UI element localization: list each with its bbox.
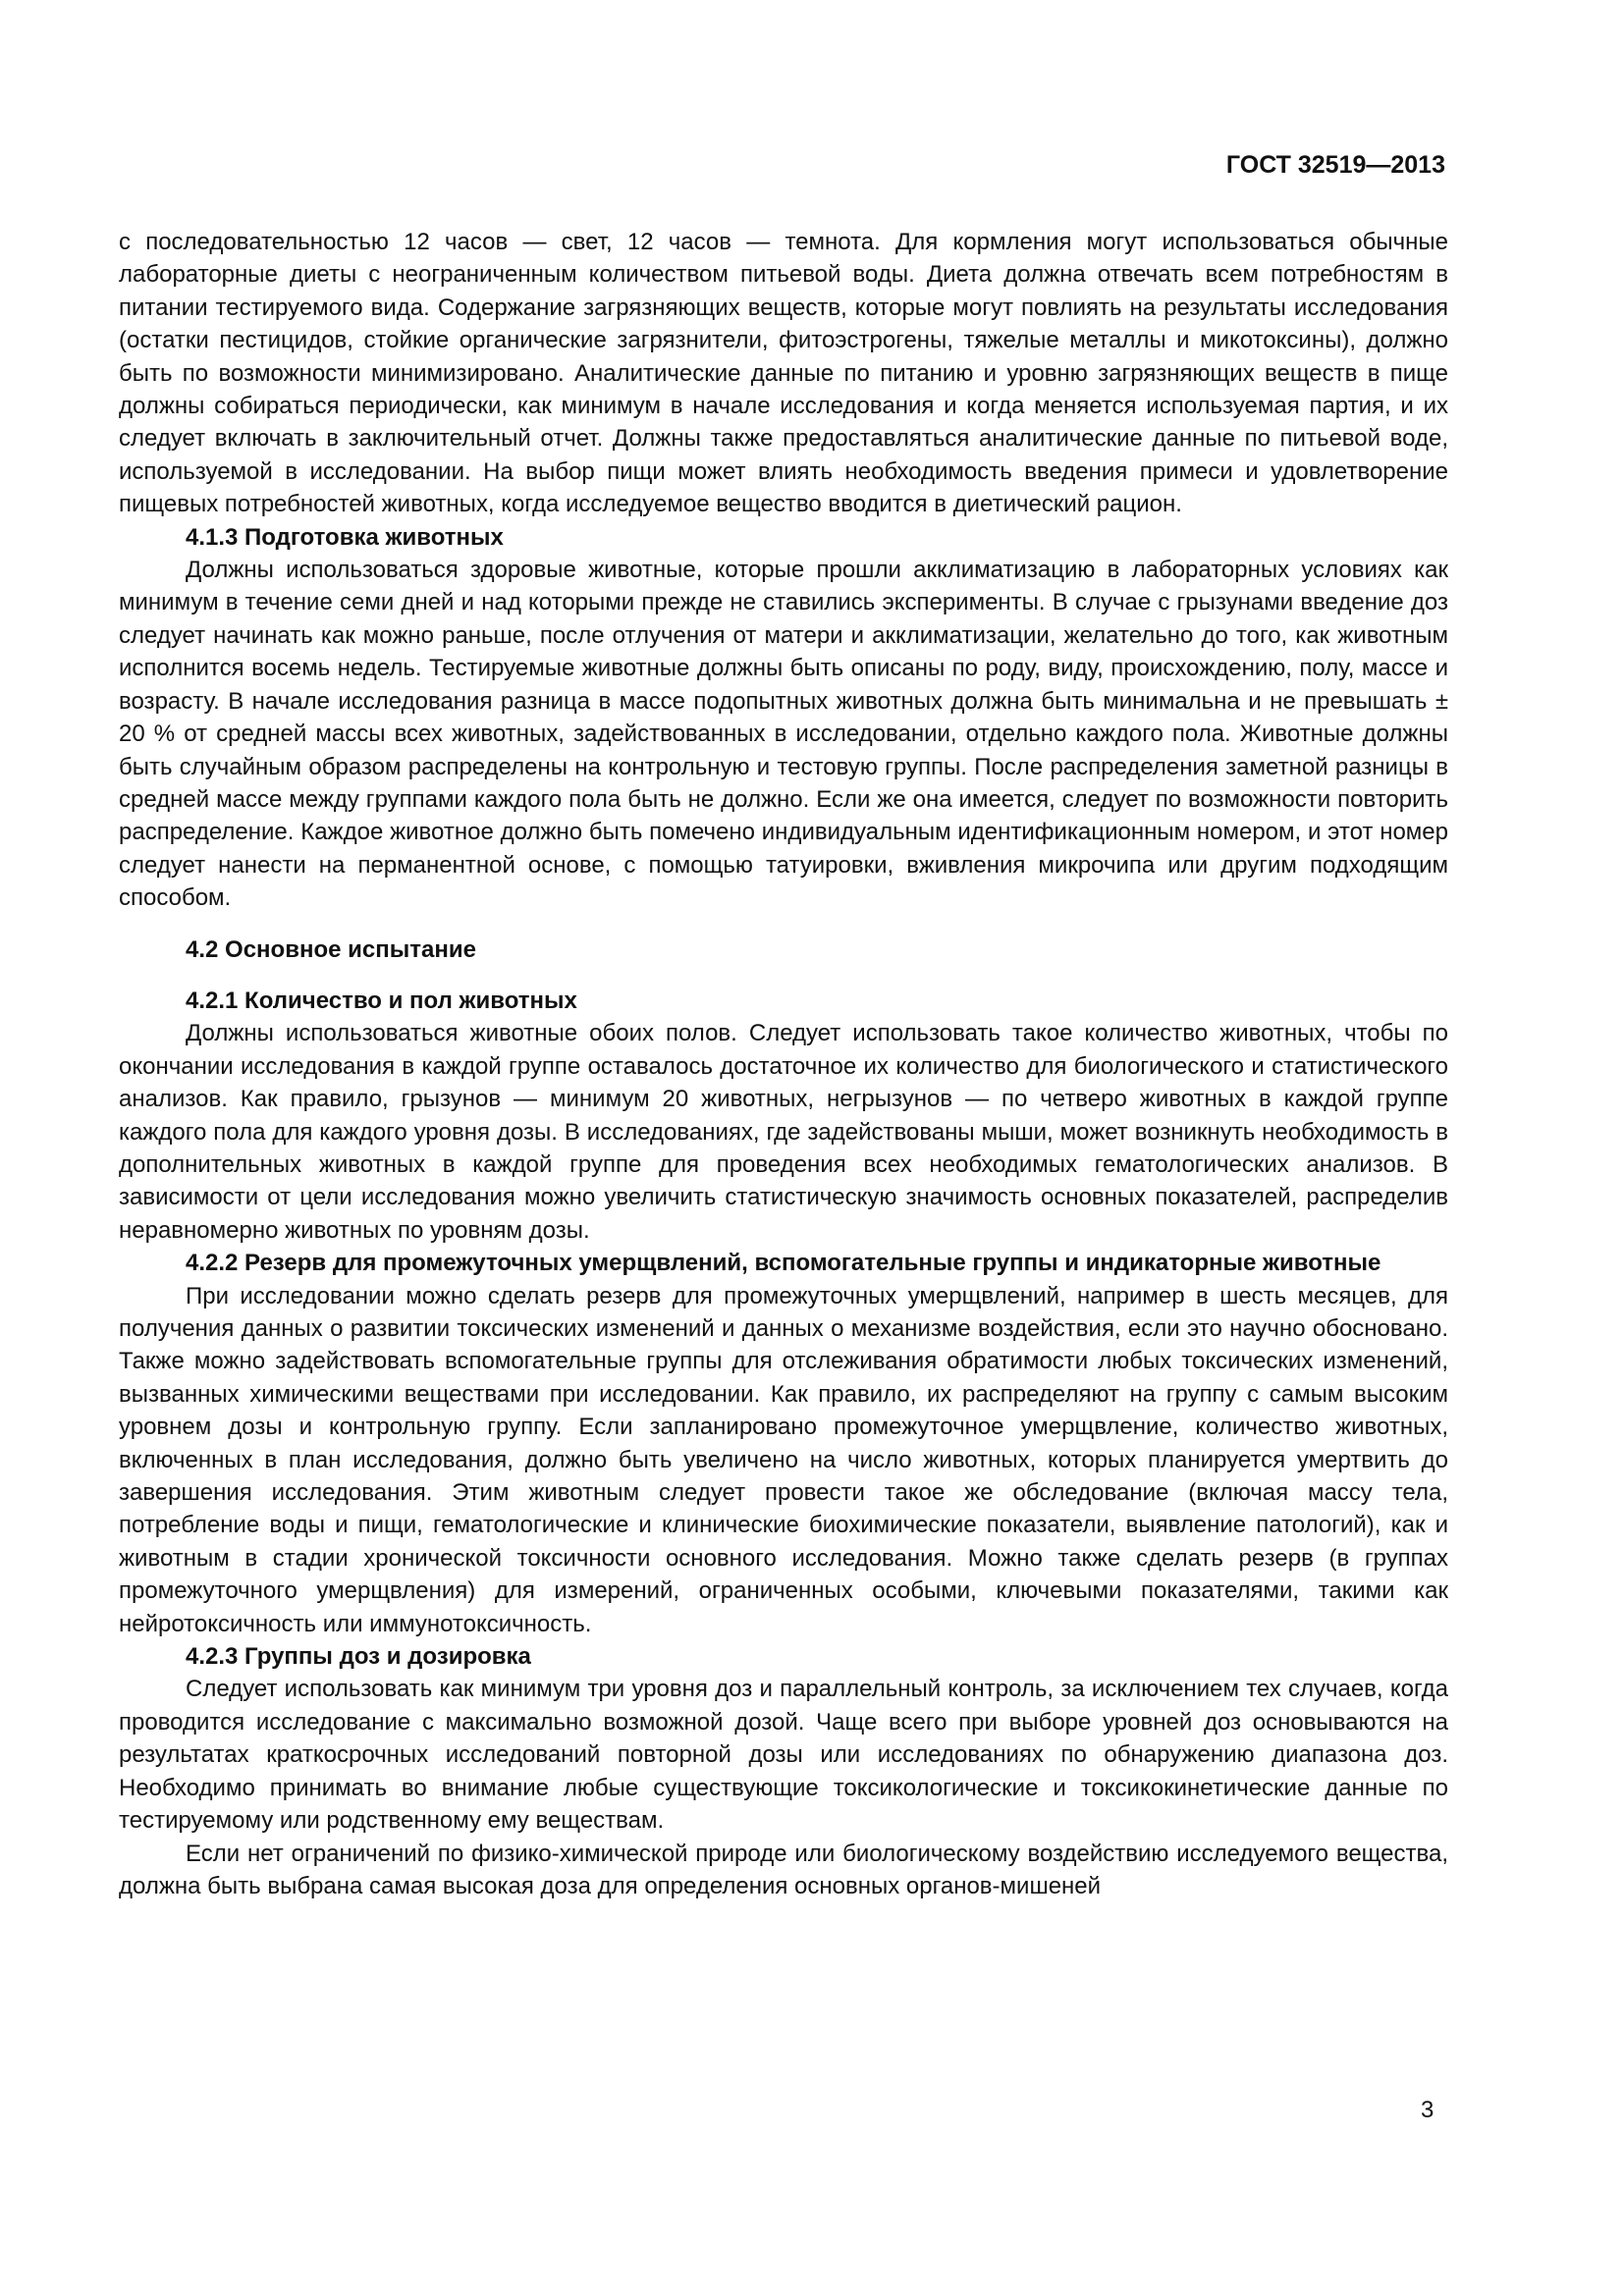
document-code-header: ГОСТ 32519—2013 <box>1225 151 1445 179</box>
paragraph-intro: с последовательностью 12 часов — свет, 12 часов — темнота. Для кормления могут использоваться обычные лабораторные диеты с неограниченным количеством питьевой воды. Диета должна отвечать всем потребностям в питании тестируемого вида. Содержание загрязняющих веществ, которые могут повлиять на результаты исследования (остатки пестицидов, стойкие органические загрязнители, фитоэстрогены, тяжелые металлы и микотоксины), должно быть по возможности минимизировано. Аналитические данные по питанию и уровню загрязняющих веществ в пище должны собираться периодически, как минимум в начале исследования и когда меняется используемая партия, и их следует включать в заключительный отчет. Должны также предоставляться аналитические данные по питьевой воде, используемой в исследовании. На выбор пищи может влиять необходимость введения примеси и удовлетворение пищевых потребностей животных, когда исследуемое вещество вводится в диетический рацион. <box>119 229 1448 518</box>
heading-4-2-2: 4.2.2 Резерв для промежуточных умерщвлений, вспомогательные группы и индикаторные животные <box>186 1250 1381 1277</box>
paragraph-4-1-3: Должны использоваться здоровые животные, которые прошли акклиматизацию в лабораторных условиях как минимум в течение семи дней и над которыми прежде не ставились эксперименты. В случае с грызунами введение доз следует начинать как можно раньше, после отлучения от матери и акклиматизации, желательно до того, как животным исполнится восемь недель. Тестируемые животные должны быть описаны по роду, виду, происхождению, полу, массе и возрасту. В начале исследования разница в массе подопытных животных должна быть минимальна и не превышать ± 20 % от средней массы всех животных, задействованных в исследовании, отдельно каждого пола. Животные должны быть случайным образом распределены на контрольную и тестовую группы. После распределения заметной разницы в средней массе между группами каждого пола быть не должно. Если же она имеется, следует по возможности повторить распределение. Каждое животное должно быть помечено индивидуальным идентификационным номером, и этот номер следует нанести на перманентной основе, с помощью татуировки, вживления микрочипа или другим подходящим способом. <box>119 557 1448 912</box>
heading-4-2-3: 4.2.3 Группы доз и дозировка <box>186 1643 531 1671</box>
paragraph-4-2-2: При исследовании можно сделать резерв для промежуточных умерщвлений, например в шесть месяцев, для получения данных о развитии токсических изменений и данных о механизме воздействия, если это научно обосновано. Также можно задействовать вспомогательные группы для отслеживания обратимости любых токсических изменений, вызванных химическими веществами при исследовании. Как правило, их распределяют на группу с самым высоким уровнем дозы и контрольную группу. Если запланировано промежуточное умерщвление, количество животных, включенных в план исследования, должно быть увеличено на число животных, которых планируется умертвить до завершения исследования. Этим животным следует провести такое же обследование (включая массу тела, потребление воды и пищи, гематологические и клинические биохимические показатели, выявление патологий), как и животным в стадии хронической токсичности основного исследования. Можно также сделать резерв (в группах промежуточного умерщвления) для измерений, ограниченных особыми, ключевыми показателями, такими как нейротоксичность или иммунотоксичность. <box>119 1282 1448 1637</box>
heading-4-2: 4.2 Основное испытание <box>186 935 476 963</box>
heading-4-1-3: 4.1.3 Подготовка животных <box>186 523 504 551</box>
document-body <box>119 226 1448 1902</box>
paragraph-4-2-3-b: Если нет ограничений по физико-химической природе или биологическому воздействию исследуемого вещества, должна быть выбрана самая высокая доза для определения основных органов-мишеней <box>119 1840 1448 1899</box>
page-number: 3 <box>1421 2097 1435 2123</box>
heading-4-2-1: 4.2.1 Количество и пол животных <box>186 987 577 1014</box>
paragraph-4-2-1: Должны использоваться животные обоих полов. Следует использовать такое количество животных, чтобы по окончании исследования в каждой группе оставалось достаточное их количество для биологического и статистического анализов. Как правило, грызунов — минимум 20 животных, негрызунов — по четверо животных в каждой группе каждого пола для каждого уровня дозы. В исследованиях, где задействованы мыши, может возникнуть необходимость в дополнительных животных в каждой группе для проведения всех необходимых гематологических анализов. В зависимости от цели исследования можно увеличить статистическую значимость основных показателей, распределив неравномерно животных по уровням дозы. <box>119 1020 1448 1244</box>
paragraph-4-2-3-a: Следует использовать как минимум три уровня доз и параллельный контроль, за исключением тех случаев, когда проводится исследование с максимально возможной дозой. Чаще всего при выборе уровней доз основываются на результатах краткосрочных исследований повторной дозы или исследованиях по обнаружению диапазона доз. Необходимо принимать во внимание любые существующие токсикологические и токсикокинетические данные по тестируемому или родственному ему веществам. <box>119 1676 1448 1835</box>
